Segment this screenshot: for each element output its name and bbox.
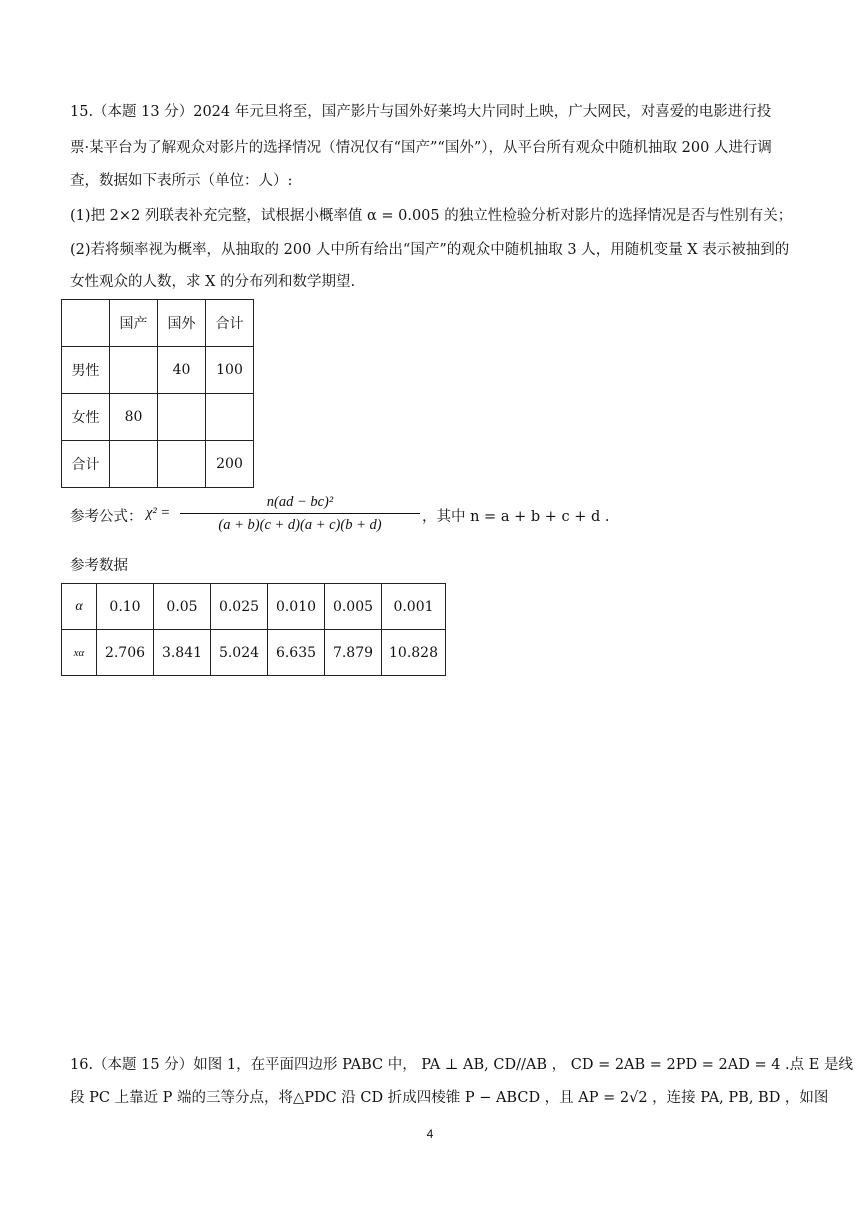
formula-fraction [180,492,420,535]
table-cell: 80 [110,394,158,441]
table-cell [206,394,254,441]
q16-line-1: 16.（本题 15 分）如图 1，在平面四边形 PABC 中， PA ⊥ AB, CD//AB ， CD = 2AB = 2PD = 2AD = 4 .点 E 是线 [70,1057,853,1073]
q15-part-2-line-1: (2)若将频率视为概率，从抽取的 200 人中所有给出“国产”的观众中随机抽取 3 人，用随机变量 X 表示被抽到的 [70,242,790,258]
table-cell: 男性 [62,347,110,394]
table-cell: 3.841 [154,630,211,676]
table-header-row [62,300,254,347]
table-row [62,441,254,488]
table-cell [158,441,206,488]
table-cell: 200 [206,441,254,488]
page-number: 4 [426,1127,434,1141]
table-cell [62,300,110,347]
q15-line-1: 15.（本题 13 分）2024 年元旦将至，国产影片与国外好莱坞大片同时上映，广大网民，对喜爱的电影进行投 [70,104,772,120]
table-cell: 合计 [206,300,254,347]
table-cell: 6.635 [268,630,325,676]
table-cell: 合计 [62,441,110,488]
reference-data-table [61,583,446,676]
contingency-table [61,299,254,488]
x-alpha-label: xα [62,630,97,676]
formula-denominator: (a + b)(c + d)(a + c)(b + d) [218,517,382,533]
table-cell [110,441,158,488]
reference-data-title: 参考数据 [70,558,128,574]
table-cell: 0.05 [154,584,211,630]
q15-line-2: 票·某平台为了解观众对影片的选择情况（情况仅有“国产”“国外”），从平台所有观众中随机抽取 200 人进行调 [70,140,772,156]
table-cell: 7.879 [325,630,382,676]
table-cell: 0.005 [325,584,382,630]
formula-numerator: n(ad − bc)² [266,494,334,510]
table-cell: 100 [206,347,254,394]
table-cell: 10.828 [382,630,446,676]
q16-line-2: 段 PC 上靠近 P 端的三等分点，将△PDC 沿 CD 折成四棱锥 P − ABCD ，且 AP = 2√2 ，连接 PA, PB, BD ，如图 [70,1090,829,1106]
table-cell [110,347,158,394]
table-cell: 0.001 [382,584,446,630]
table-row [62,630,446,676]
table-cell: 国产 [110,300,158,347]
table-cell: 2.706 [97,630,154,676]
table-cell: 国外 [158,300,206,347]
table-cell: 5.024 [211,630,268,676]
formula-label: 参考公式： [70,509,143,525]
table-cell: 0.025 [211,584,268,630]
q15-part-2-line-2: 女性观众的人数，求 X 的分布列和数学期望. [70,274,356,290]
table-cell: 女性 [62,394,110,441]
table-row [62,584,446,630]
table-row [62,394,254,441]
fraction-bar [180,513,420,514]
formula-tail: ，其中 n = a + b + c + d . [422,509,610,525]
table-cell [158,394,206,441]
table-cell: 0.10 [97,584,154,630]
alpha-label: α [62,584,97,630]
table-cell: 0.010 [268,584,325,630]
table-cell: 40 [158,347,206,394]
table-row [62,347,254,394]
formula-lhs: χ² = [146,505,171,521]
q15-line-3: 查，数据如下表所示（单位：人）: [70,173,293,189]
q15-part-1: (1)把 2×2 列联表补充完整，试根据小概率值 α = 0.005 的独立性检验分析对影片的选择情况是否与性别有关； [70,208,793,224]
